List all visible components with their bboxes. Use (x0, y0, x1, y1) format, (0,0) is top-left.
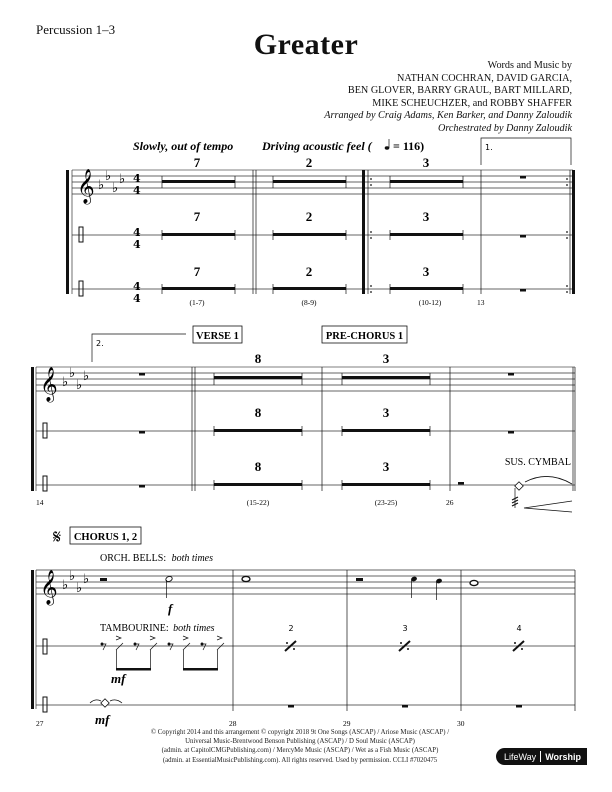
lifeway-worship-logo (496, 748, 587, 765)
svg-text:♭: ♭ (119, 172, 126, 187)
svg-text:4: 4 (133, 172, 141, 185)
svg-text:2: 2 (305, 209, 313, 224)
percussion-clef-icon (43, 697, 47, 712)
measure-number: 26 (446, 498, 454, 507)
percussion-clef-icon (79, 281, 83, 296)
arranger-credit: Arranged by Craig Adams, Ken Barker, and Danny Zaloudik (324, 110, 572, 122)
svg-text:7: 7 (193, 264, 201, 279)
dynamic-forte: f (168, 601, 173, 616)
multirest-23-25 (342, 351, 430, 507)
time-signature (133, 172, 141, 305)
multirest-15-22 (214, 351, 302, 507)
copyright-line-3: (admin. at CapitolCMGPublishing.com) / MercyMe Music (ASCAP) / Wet as a Fish Music (ASCAP) (161, 747, 439, 755)
dynamic-mezzo-forte: mf (95, 712, 110, 727)
repeat-count: 3 (402, 624, 408, 633)
tempo-marking-2: Driving acoustic feel ( (262, 139, 372, 153)
svg-text:7: 7 (193, 209, 201, 224)
rehearsal-chorus: CHORUS 1, 2 (73, 532, 138, 543)
measure-range: (10-12) (418, 298, 442, 307)
svg-text:♭: ♭ (112, 181, 119, 196)
svg-text:♭: ♭ (105, 169, 112, 184)
whole-note (242, 576, 250, 581)
svg-text:♭: ♭ (76, 581, 83, 596)
svg-text:♭: ♭ (76, 378, 83, 393)
measure-range: (8-9) (301, 298, 317, 307)
svg-text:7: 7 (193, 155, 201, 170)
eighth-rest-icon (201, 643, 206, 650)
measure-range: (1-7) (189, 298, 205, 307)
accent-icon (116, 636, 222, 640)
sus-cymbal-label: SUS. CYMBAL (504, 457, 571, 468)
svg-text:8: 8 (254, 459, 262, 474)
tambourine-label: TAMBOURINE: both times (100, 623, 215, 634)
tie-icon (525, 476, 572, 484)
svg-text:♭: ♭ (98, 178, 105, 193)
svg-text:8: 8 (254, 351, 262, 366)
multirest-1-7 (162, 155, 235, 307)
key-signature-flats (62, 569, 89, 596)
system-bracket (31, 570, 34, 709)
percussion-clef-icon (79, 227, 83, 242)
svg-text:3: 3 (382, 405, 390, 420)
start-repeat-barline (362, 170, 365, 294)
orchestrator-credit: Orchestrated by Danny Zaloudik (437, 122, 572, 134)
svg-text:3: 3 (382, 459, 390, 474)
logo-lifeway: LifeWay (504, 751, 537, 762)
svg-text:♭: ♭ (69, 569, 76, 584)
treble-clef-icon: 𝄞 (40, 570, 58, 605)
end-repeat-barline (572, 170, 575, 294)
cymbal-roll-note (512, 476, 572, 512)
measure-number: 14 (36, 498, 44, 507)
svg-text:3: 3 (422, 209, 430, 224)
first-ending-label: 1. (485, 143, 493, 152)
system-bracket (66, 170, 69, 294)
whole-rests (520, 176, 526, 292)
measure-range: (23-25) (374, 498, 398, 507)
system-2 (31, 326, 575, 512)
svg-text:2: 2 (305, 155, 313, 170)
measure-number: 27 (36, 719, 44, 728)
first-ending-bracket (481, 138, 571, 165)
quarter-note-icon (385, 139, 390, 150)
svg-text:8: 8 (254, 405, 262, 420)
dynamic-mezzo-forte: mf (111, 671, 126, 686)
rehearsal-pre-chorus-1: PRE-CHORUS 1 (325, 331, 404, 342)
svg-text:♭: ♭ (62, 578, 69, 593)
svg-text:3: 3 (422, 264, 430, 279)
svg-text:3: 3 (422, 155, 430, 170)
cymbal-diamond-note (90, 699, 122, 707)
copyright-footer (100, 728, 500, 765)
eighth-rest-icon (101, 643, 106, 650)
writers-line-1: NATHAN COCHRAN, DAVID GARCIA, (397, 72, 572, 84)
key-signature-flats (98, 169, 125, 196)
svg-text:4: 4 (133, 184, 141, 197)
repeat-count: 2 (288, 624, 294, 633)
copyright-line-2: Universal Music-Brentwood Benson Publishing (ASCAP) / D Soul Music (ASCAP) (185, 738, 415, 746)
eighth-rest-icon (168, 643, 173, 650)
svg-text:2: 2 (305, 264, 313, 279)
second-ending-label: 2. (96, 339, 104, 348)
staff-bells (36, 367, 575, 391)
percussion-clef-icon (43, 423, 47, 438)
tempo-value: = 116) (393, 139, 425, 153)
copyright-line-4: (admin. at EssentialMusicPublishing.com). All rights reserved. Used by permission. CCLI #7020475 (162, 756, 438, 764)
svg-text:♭: ♭ (62, 375, 69, 390)
svg-text:4: 4 (133, 226, 141, 239)
copyright-line-1: © Copyright 2014 and this arrangement © copyright 2018 9t One Songs (ASCAP) / Ariose Music (ASCAP) / (150, 729, 450, 736)
svg-text:4: 4 (133, 280, 141, 293)
logo-divider (540, 751, 541, 762)
logo-worship: Worship (545, 751, 582, 762)
whole-rest (516, 705, 522, 708)
system-3 (31, 526, 575, 728)
measure-number: 28 (229, 719, 237, 728)
tambourine-rhythm (101, 636, 224, 671)
measure-number: 30 (457, 719, 465, 728)
rehearsal-verse-1: VERSE 1 (196, 331, 239, 342)
svg-text:4: 4 (133, 292, 141, 305)
tempo-marking-1: Slowly, out of tempo (133, 139, 234, 153)
song-title: Greater (253, 28, 359, 61)
treble-clef-icon: 𝄞 (40, 367, 58, 402)
whole-rest (402, 705, 408, 708)
treble-clef-icon: 𝄞 (77, 169, 95, 204)
bells-label: ORCH. BELLS: both times (100, 553, 214, 564)
svg-text:3: 3 (382, 351, 390, 366)
segno-icon: 𝄋 (53, 526, 62, 548)
system-1 (66, 138, 575, 307)
crescendo-hairpin-icon (524, 501, 572, 512)
measure-number: 29 (343, 719, 351, 728)
svg-text:♭: ♭ (69, 366, 76, 381)
part-name: Percussion 1–3 (36, 22, 116, 37)
whole-rests (139, 373, 145, 488)
key-signature-flats (62, 366, 89, 393)
half-rest (100, 578, 107, 581)
system-bracket (31, 367, 34, 491)
repeat-count: 4 (516, 624, 522, 633)
words-music-label: Words and Music by (487, 60, 572, 71)
writers-line-3: MIKE SCHEUCHZER, and ROBBY SHAFFER (372, 97, 572, 109)
multirest-10-12 (390, 155, 463, 307)
percussion-clef-icon (43, 639, 47, 654)
whole-note (470, 580, 478, 585)
multirest-8-9 (273, 155, 346, 307)
whole-rest (288, 705, 294, 708)
svg-text:♭: ♭ (83, 369, 90, 384)
eighth-rest-icon (134, 643, 139, 650)
writers-line-2: BEN GLOVER, BARRY GRAUL, BART MILLARD, (347, 85, 572, 97)
half-note (165, 576, 173, 598)
staff-bells (36, 570, 575, 594)
measure-number: 13 (477, 298, 485, 307)
svg-text:♭: ♭ (83, 572, 90, 587)
measure-range: (15-22) (246, 498, 270, 507)
svg-text:4: 4 (133, 238, 141, 251)
second-ending-bracket (92, 334, 186, 362)
percussion-clef-icon (43, 476, 47, 491)
half-rest (356, 578, 363, 581)
